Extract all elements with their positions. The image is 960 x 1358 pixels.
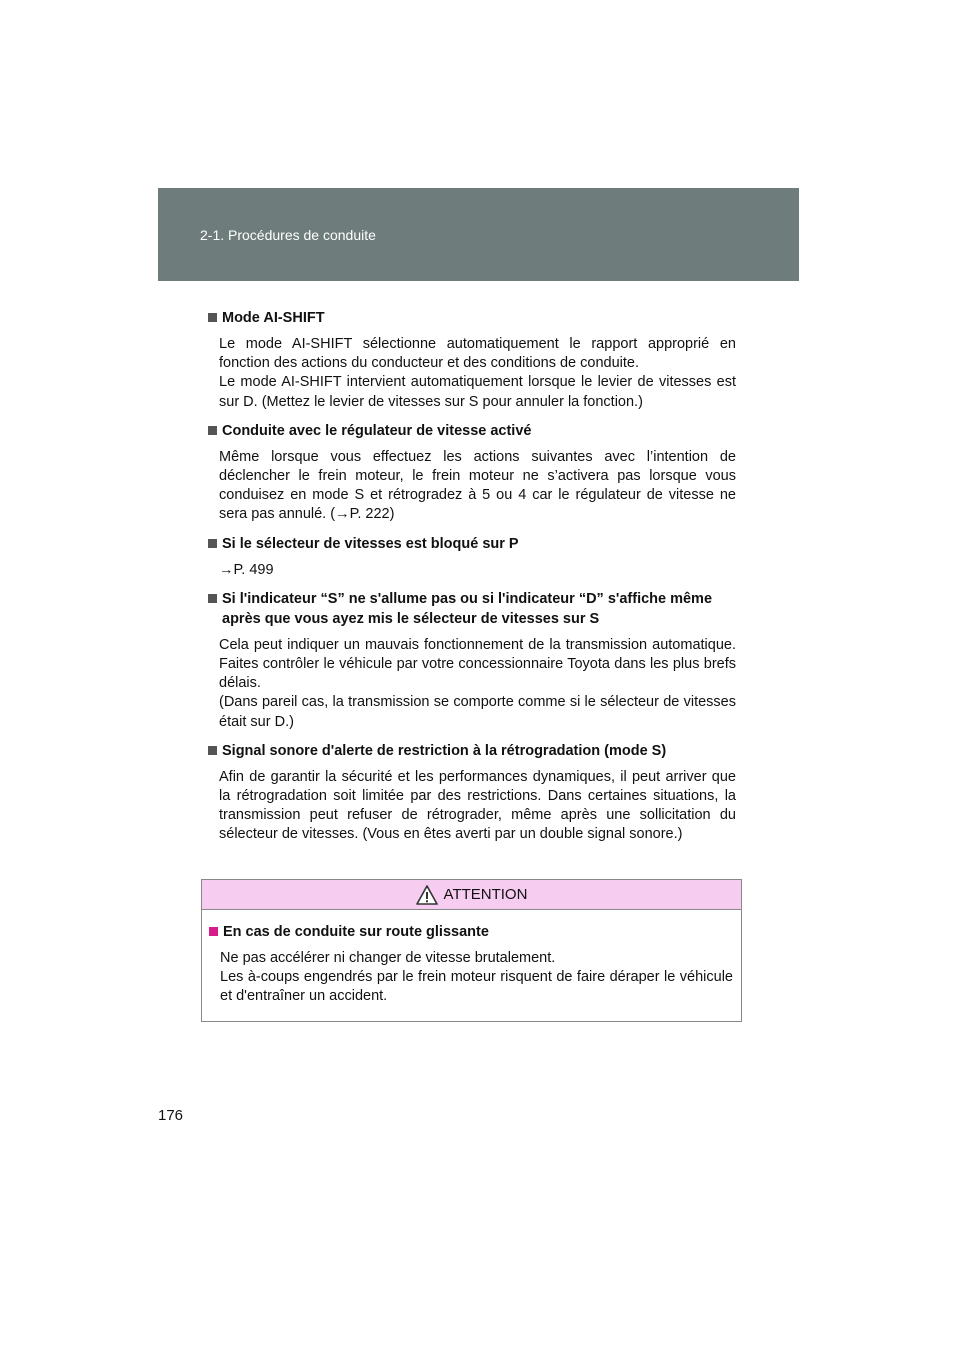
section-breadcrumb: 2-1. Procédures de conduite bbox=[200, 227, 376, 243]
section-shift-locked bbox=[208, 534, 736, 580]
section-paragraph: (Dans pareil cas, la transmission se comporte comme si le sélecteur de vitesses était sur D.) bbox=[219, 694, 736, 730]
caution-label: ATTENTION bbox=[443, 886, 528, 903]
caution-header bbox=[202, 880, 741, 910]
main-content bbox=[208, 308, 736, 854]
section-paragraph: Même lorsque vous effectuez les actions suivantes avec l’intention de déclencher le frein moteur, le frein moteur ne s’activera pas lorsque vous conduisez en mode S et rétrogradez à 5 ou 4 car le régulateur de vitesse ne sera pas annulé. (→P. 222) bbox=[219, 448, 736, 523]
caution-box bbox=[201, 879, 742, 1022]
section-paragraph: Le mode AI-SHIFT sélectionne automatiquement le rapport approprié en fonction des actions du conducteur et des conditions de conduite. bbox=[219, 336, 736, 372]
warning-triangle-icon bbox=[416, 885, 438, 905]
section-paragraph: Le mode AI-SHIFT intervient automatiquement lorsque le levier de vitesses est sur D. (Mettez le levier de vitesses sur S pour annuler la fonction.) bbox=[219, 374, 736, 410]
square-bullet-icon bbox=[209, 927, 218, 936]
section-ai-shift bbox=[208, 308, 736, 412]
section-paragraph: Cela peut indiquer un mauvais fonctionnement de la transmission automatique. Faites contrôler le véhicule par votre concessionnaire Toyota dans les plus brefs délais. bbox=[219, 636, 736, 692]
header-bar bbox=[158, 188, 799, 281]
page-number: 176 bbox=[158, 1107, 184, 1124]
caution-paragraph: Les à-coups engendrés par le frein moteur risquent de faire déraper le véhicule et d'entraîner un accident. bbox=[220, 969, 733, 1005]
section-downshift-alert bbox=[208, 741, 736, 845]
section-title: Si l'indicateur “S” ne s'allume pas ou si l'indicateur “D” s'affiche même après que vous ayez mis le sélecteur de vitesses sur S bbox=[222, 590, 713, 627]
square-bullet-icon bbox=[208, 594, 217, 603]
square-bullet-icon bbox=[208, 746, 217, 755]
section-cruise-control bbox=[208, 421, 736, 525]
page-reference-link[interactable]: →P. 499 bbox=[219, 561, 274, 578]
caution-paragraph: Ne pas accélérer ni changer de vitesse brutalement. bbox=[220, 950, 556, 966]
section-title: Mode AI-SHIFT bbox=[222, 310, 325, 326]
square-bullet-icon bbox=[208, 539, 217, 548]
caution-title: En cas de conduite sur route glissante bbox=[223, 924, 489, 940]
square-bullet-icon bbox=[208, 313, 217, 322]
section-title: Si le sélecteur de vitesses est bloqué sur P bbox=[222, 535, 519, 552]
section-paragraph: Afin de garantir la sécurité et les performances dynamiques, il peut arriver que la rétrogradation soit limitée par des restrictions. Dans certaines situations, la transmission peut refuser de rétrograder, même après une sollicitation du sélecteur de vitesses. (Vous en êtes averti par un double signal sonore.) bbox=[219, 768, 736, 843]
section-indicator bbox=[208, 589, 736, 732]
section-title: Signal sonore d'alerte de restriction à la rétrogradation (mode S) bbox=[222, 742, 667, 759]
square-bullet-icon bbox=[208, 426, 217, 435]
section-title: Conduite avec le régulateur de vitesse activé bbox=[222, 422, 532, 439]
